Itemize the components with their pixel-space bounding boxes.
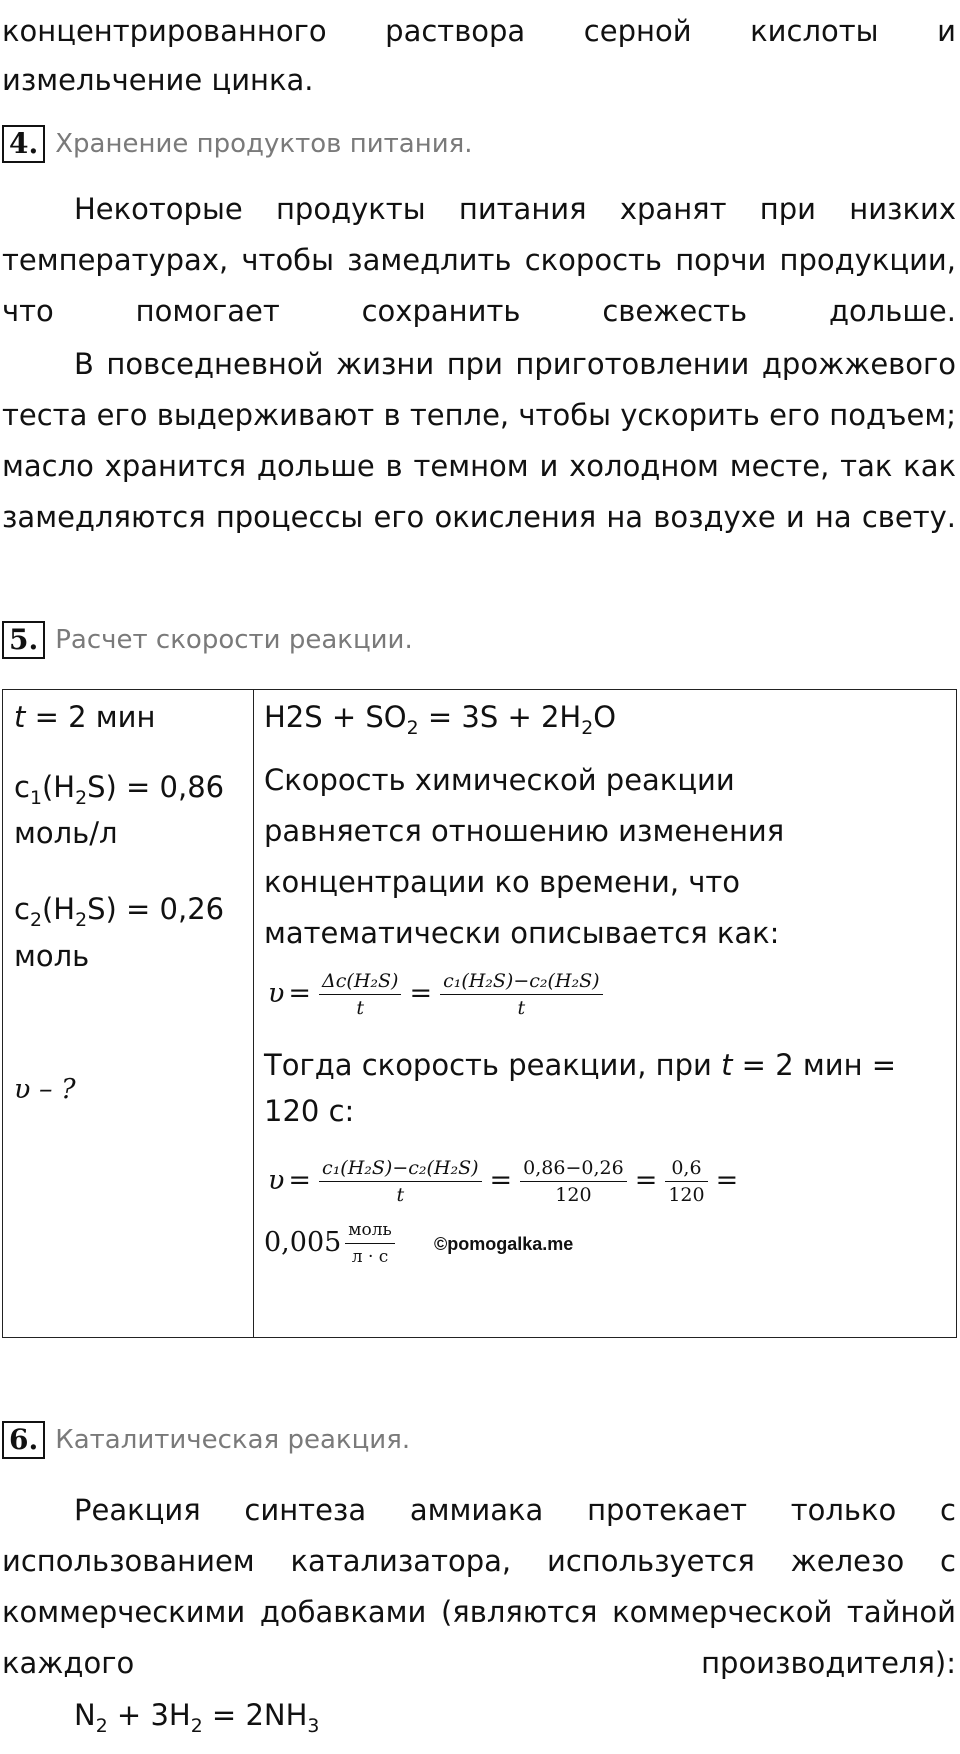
then-text-line-1 — [264, 1040, 896, 1091]
section-4-header — [2, 124, 473, 164]
section-6-paragraph: Реакция синтеза аммиака протекает только с использованием катализатора, используется железо с коммерческими добавками (являются коммерческой тайной каждого производителя): — [2, 1493, 956, 1680]
c1-value: S) = 0,86 — [87, 770, 225, 804]
section-4-paragraph-1: Некоторые продукты питания хранят при низких температурах, чтобы замедлить скорость порчи продукции, что помогает сохранить свежесть дольше. — [2, 192, 956, 328]
numerator: c₁(H₂S)−c₂(H₂S) — [319, 1155, 482, 1182]
solution-column — [254, 690, 957, 1338]
eq-part: = 2NH — [202, 1698, 308, 1732]
fraction — [520, 1155, 627, 1208]
denominator: 120 — [555, 1184, 592, 1206]
equals-sign: = — [409, 978, 433, 1009]
ammonia-equation — [74, 1690, 319, 1752]
velocity-symbol: υ — [268, 978, 285, 1009]
fraction — [440, 968, 603, 1021]
intro-line-1 — [2, 6, 956, 57]
c2-sub2: 2 — [75, 909, 88, 931]
eq-part: N — [74, 1698, 96, 1732]
section-number: 4. — [2, 125, 45, 163]
time-value: = 2 мин — [25, 700, 156, 734]
denominator: t — [396, 1184, 405, 1206]
velocity-symbol: υ — [268, 1165, 285, 1196]
equals-sign: = — [489, 1165, 513, 1196]
result-number: 0,005 — [264, 1227, 342, 1258]
eq-sub: 2 — [95, 1715, 108, 1737]
c2-label: c — [14, 892, 30, 926]
equals-sign: = — [288, 978, 312, 1009]
section-title: Каталитическая реакция. — [55, 1425, 411, 1455]
given-column — [3, 690, 254, 1338]
word: серной — [583, 14, 692, 48]
eq-sub: 2 — [406, 717, 419, 739]
c2-mid: (H — [41, 892, 76, 926]
given-time — [14, 692, 155, 743]
section-title: Хранение продуктов питания. — [55, 129, 473, 159]
word: и — [937, 14, 956, 48]
calculation-formula — [268, 1155, 742, 1208]
result-value — [264, 1217, 399, 1270]
eq-part: + 3H — [107, 1698, 191, 1732]
then-t: t — [721, 1048, 733, 1082]
c1-sub: 1 — [29, 787, 42, 809]
eq-part: H2S + SO — [264, 700, 407, 734]
section-4-paragraph-2: В повседневной жизни при приготовлении дрожжевого теста его выдерживают в тепле, чтобы ускорить его подъем; масло хранится дольше в темном и холодном месте, так как замедляются процессы его окисления на воздухе и на свету. — [2, 347, 956, 534]
c1-label: c — [14, 770, 30, 804]
c1-sub2: 2 — [75, 787, 88, 809]
time-variable: t — [14, 700, 26, 734]
equals-sign: = — [288, 1165, 312, 1196]
equals-sign: = — [715, 1165, 739, 1196]
word: кислоты — [750, 14, 879, 48]
intro-line-2: измельчение цинка. — [2, 63, 314, 97]
section-number: 6. — [2, 1421, 45, 1459]
equals-sign: = — [634, 1165, 658, 1196]
then-text-line-2: 120 с: — [264, 1094, 355, 1128]
then-post: = 2 мин = — [732, 1048, 897, 1082]
c2-value: S) = 0,26 — [87, 892, 225, 926]
c1-mid: (H — [41, 770, 76, 804]
find-velocity: υ – ? — [14, 1074, 76, 1105]
numerator: 0,86−0,26 — [520, 1155, 627, 1182]
eq-sub: 2 — [581, 717, 594, 739]
c2-sub: 2 — [29, 909, 42, 931]
section-number: 5. — [2, 621, 45, 659]
fraction — [319, 968, 401, 1021]
task-table — [2, 689, 957, 1338]
numerator: 0,6 — [665, 1155, 707, 1182]
denominator: 120 — [668, 1184, 705, 1206]
rate-explanation: Скорость химической реакции равняется отношению изменения концентрации ко времени, что математически описывается как: — [264, 763, 785, 950]
section-6-header — [2, 1420, 410, 1460]
given-c2-unit: моль — [14, 939, 90, 973]
numerator: c₁(H₂S)−c₂(H₂S) — [440, 968, 603, 995]
rate-formula — [268, 968, 607, 1021]
section-title: Расчет скорости реакции. — [55, 625, 413, 655]
unit-numerator: моль — [345, 1217, 395, 1244]
word: концентрированного — [2, 14, 327, 48]
denominator: t — [517, 997, 526, 1019]
unit-fraction — [345, 1217, 395, 1270]
reaction-equation — [264, 692, 616, 754]
denominator: t — [356, 997, 365, 1019]
eq-part: = 3S + 2H — [418, 700, 582, 734]
eq-sub: 2 — [190, 1715, 203, 1737]
word: раствора — [385, 14, 526, 48]
unit-denominator: л · с — [351, 1247, 389, 1267]
fraction — [319, 1155, 482, 1208]
eq-sub: 3 — [307, 1715, 320, 1737]
section-5-header — [2, 620, 413, 660]
watermark: ©pomogalka.me — [434, 1234, 574, 1254]
then-pre: Тогда скорость реакции, при — [264, 1048, 722, 1082]
fraction — [665, 1155, 707, 1208]
numerator: Δc(H₂S) — [319, 968, 401, 995]
eq-part: O — [593, 700, 617, 734]
given-c1-unit: моль/л — [14, 816, 118, 850]
